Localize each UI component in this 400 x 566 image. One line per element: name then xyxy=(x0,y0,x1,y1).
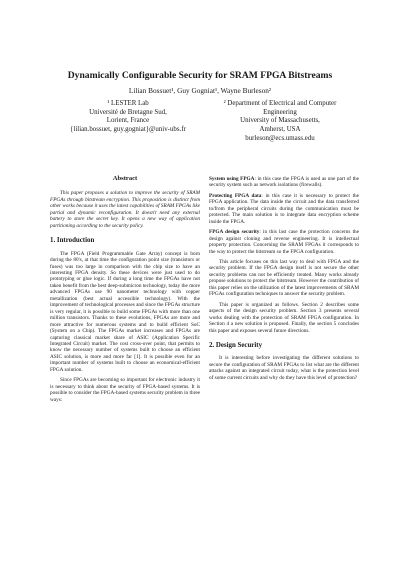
affiliation-line: ¹ LESTER Lab xyxy=(107,100,149,107)
security-way-label: System using FPGA xyxy=(209,176,255,182)
security-way-item xyxy=(209,176,359,189)
security-way-item xyxy=(209,229,359,255)
intro-paragraph: Since FPGAs are becoming so important for electronic industry it is necessary to think about the security of FPGA-based systems. It is possible to consider the FPGA-based systems security problem in three ways: xyxy=(50,377,200,403)
affiliation-line: Université de Bretagne Sud, xyxy=(89,108,167,116)
right-column xyxy=(209,176,359,385)
affiliation-line: ² Department of Electrical and Computer xyxy=(223,100,337,107)
body-paragraph: This article focuses on this last way to deal with FPGA and the security problem. If the FPGA design itself is not secure the other security problems can not be efficiently treated. Many works already propose solutions to protect the bitstream. However the contribution of this paper relies on the utilization of the latest improvements of SRAM FPGAs configuration techniques to answer the security problem. xyxy=(209,258,359,298)
security-way-label: FPGA design security xyxy=(209,229,260,236)
abstract-heading: Abstract xyxy=(112,175,138,182)
body-paragraph: This paper is organized as follows. Section 2 describes some aspects of the design security problem. Section 3 presents several works dealing with the protection of SRAM FPGA configuration. In Section 4 a new solution is proposed. Finally, the section 5 concludes this paper and exposes several future directions. xyxy=(209,301,359,334)
body-paragraph: It is interesting before investigating the different solutions to secure the configuration of SRAM FPGAs to list what are the different attacks against an integrated circuit today, what is the protection level of some current circuits and why do they have this level of protection? xyxy=(209,355,359,381)
section-heading-introduction: 1. Introduction xyxy=(50,237,95,245)
affiliation-email: burleson@ecs.umass.edu xyxy=(245,134,315,142)
section-heading-design-security: 2. Design Security xyxy=(209,341,263,349)
abstract-text: This paper proposes a solution to improve the security of SRAM FPGAs through bitstream encryption. This proposition is distinct from other works because it uses the latest capabilities of SRAM FPGAs like partial and dynamic reconfiguration. It doesn't need any external battery to store the secret key. It opens a new way of application partitioning according to the security policy. xyxy=(50,190,200,229)
affiliation-left xyxy=(58,100,198,135)
affiliation-email: {lilian.bossuet, guy.gogniat}@univ-ubs.fr xyxy=(70,126,186,134)
security-way-text: : in this case it is necessary to protect the FPGA application. The data inside the circuit and the data transferred to/from the peripheral circuits during the communication must be protected. The main solution is to integrate data encryption scheme inside the FPGA. xyxy=(209,192,359,225)
affiliation-line: Amherst, USA xyxy=(259,126,301,134)
security-way-text: : in this last case the protection concerns the design against cloning and reverse engineering. It is intellectual property protection. Concerning the SRAM FPGAs it corresponds to the way to protect the bitstream so the FPGA configuration. xyxy=(209,229,359,255)
security-way-label: Protecting FPGA data xyxy=(209,192,262,199)
affiliation-line: University of Massachusetts, xyxy=(240,117,320,125)
security-way-item xyxy=(209,193,359,225)
left-column xyxy=(50,176,200,407)
affiliation-line: Engineering xyxy=(263,108,297,116)
affiliation-line: Lorient, France xyxy=(106,117,150,125)
paper-title: Dynamically Configurable Security for SRAM FPGA Bitstreams xyxy=(67,70,333,81)
intro-paragraph: The FPGA (Field Programmable Gate Array) concept is born during the 80's, at that time the configuration point size (transistors or fuses) was too large in comparison with the chip size to have an interesting FPGA density. So these devices were just used to do prototyping or glue logic. If during a long time the FPGAs have not taken benefit from the best deep-submicron technology, today the more advanced FPGAs use 90 nanometer technology with copper metallization (best actual accessible technology). With the improvement of technological processes and since the FPGAs structure is very regular, it is possible to build some FPGAs with more than one million transistors. Thanks to these evolutions, FPGAs are more and more attractive for numerous systems and to build efficient SoC (System on a Chip). The FPGAs market increases and FPGAs are capturing classical market share of ASIC (Application Specific Integrated Circuit) market. The cost cross-over point, that permits to know the necessary number of systems built to choose an efficient ASIC solution, is more and more far [1]. It is possible even for an important number of systems built to choose an economical-efficient FPGA solution. xyxy=(50,250,200,373)
author-list: Lilian Bossuet¹, Guy Gogniat¹, Wayne Burleson² xyxy=(128,86,272,95)
affiliation-right xyxy=(205,100,355,144)
security-way-text: : in this case the FPGA is used as one part of the security system such as network isolations (firewalls). xyxy=(209,176,359,189)
